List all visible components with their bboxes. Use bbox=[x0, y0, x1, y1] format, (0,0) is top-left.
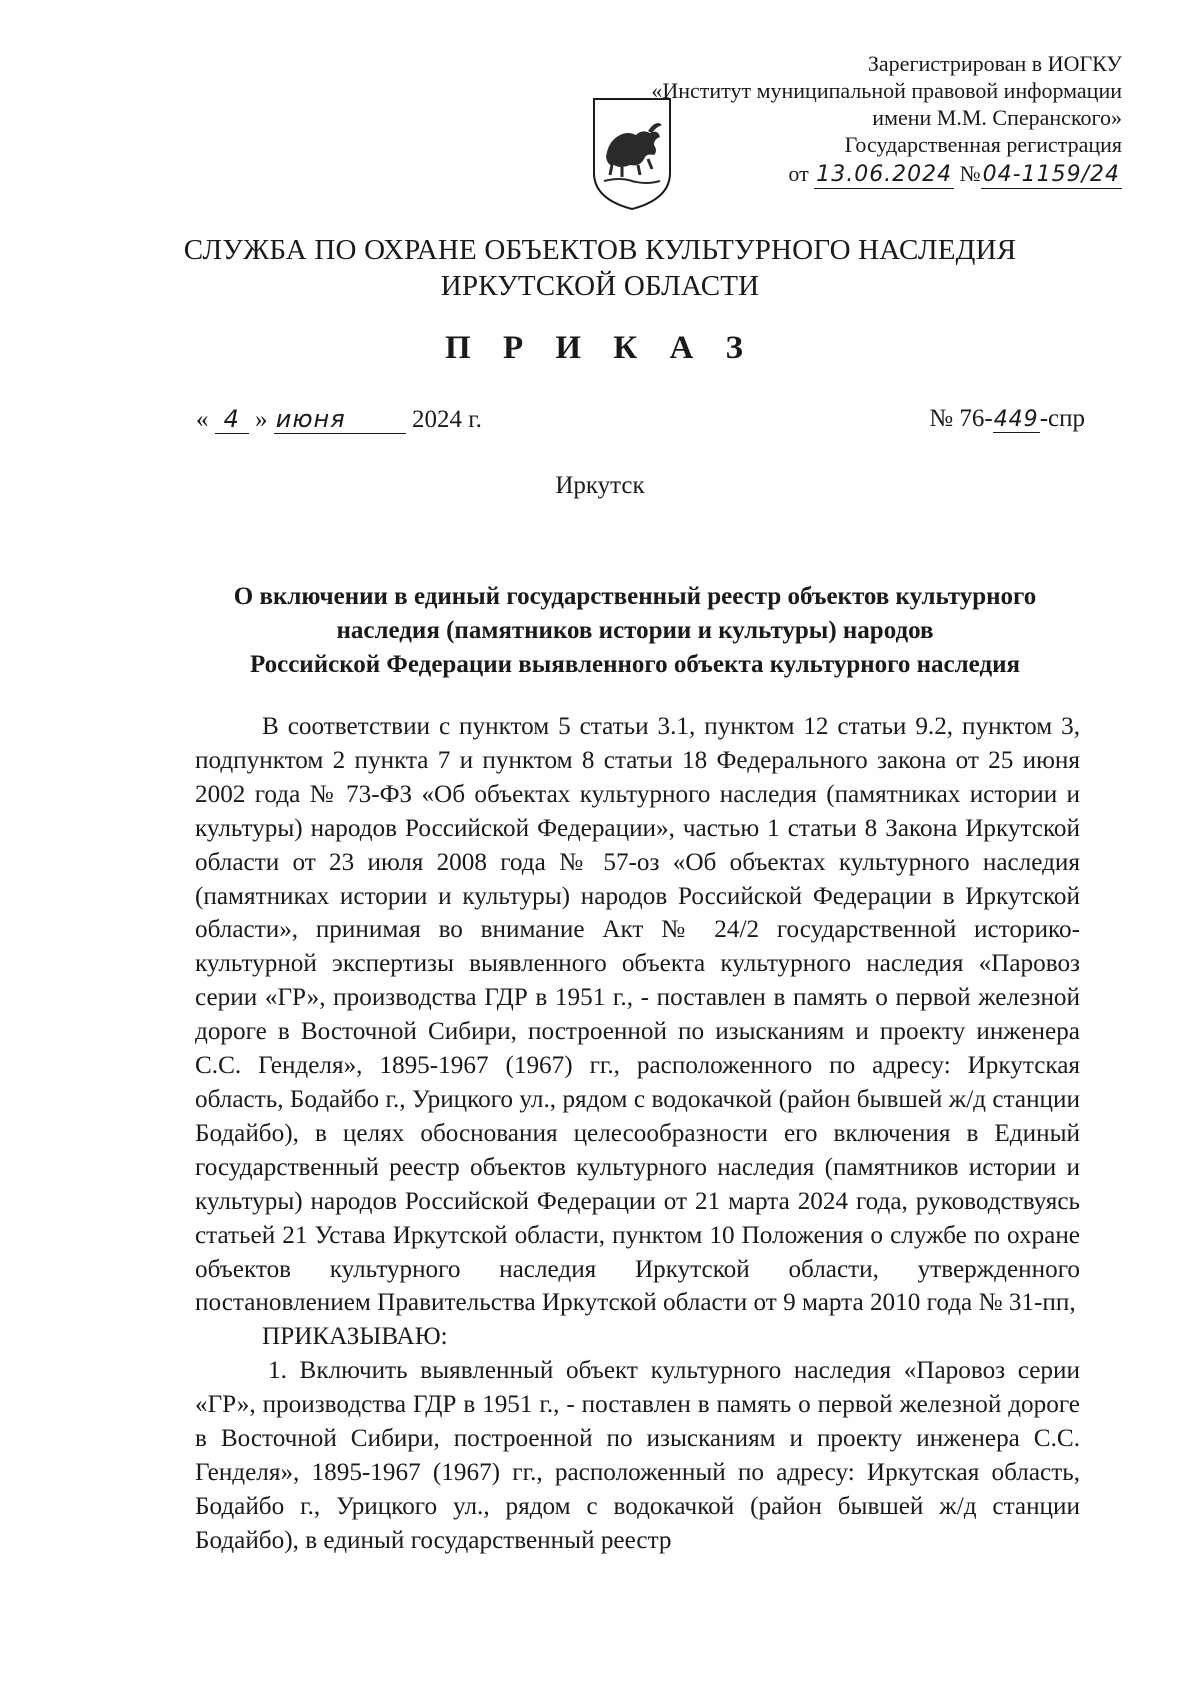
heading-line-1: О включении в единый государственный реестр объектов культурного bbox=[233, 583, 1037, 610]
registration-number-prefix: № bbox=[959, 161, 981, 186]
order-number-prefix: № 76- bbox=[929, 405, 993, 432]
order-day: 4 bbox=[215, 405, 249, 434]
registration-line-1: Зарегистрирован в ИОГКУ bbox=[867, 51, 1122, 76]
city: Иркутск bbox=[555, 472, 645, 499]
date-open-quote: « bbox=[196, 406, 209, 433]
order-date bbox=[196, 405, 482, 434]
registration-line-2: «Институт муниципальной правовой информации bbox=[651, 78, 1122, 103]
irkutsk-coat-of-arms-icon bbox=[590, 95, 674, 213]
order-number-handwritten: 449 bbox=[993, 407, 1039, 432]
heading-line-3: Российской Федерации выявленного объекта культурного наследия bbox=[249, 651, 1021, 678]
registration-line-4: Государственная регистрация bbox=[844, 132, 1122, 157]
order-number-suffix: -спр bbox=[1039, 405, 1085, 432]
organization-line-2: ИРКУТСКОЙ ОБЛАСТИ bbox=[440, 270, 760, 302]
registration-details bbox=[602, 160, 1122, 189]
registration-date: 13.06.2024 bbox=[816, 162, 953, 187]
date-close-quote: » bbox=[255, 406, 268, 433]
organization-name bbox=[0, 232, 1200, 304]
order-month: июня bbox=[274, 405, 406, 434]
order-word: ПРИКАЗЫВАЮ: bbox=[262, 1323, 448, 1351]
document-title: П Р И К А З bbox=[445, 330, 755, 366]
order-year: 2024 г. bbox=[412, 406, 482, 433]
preamble-paragraph: В соответствии с пунктом 5 статьи 3.1, пунктом 12 статьи 9.2, пунктом 3, подпунктом 2 пункта 7 и пунктом 8 статьи 18 Федерального закона от 25 июня 2002 года № 73-ФЗ «Об объектах культурного наследия (памятниках истории и культуры) народов Российской Федерации», частью 1 статьи 8 Закона Иркутской области от 23 июля 2008 года № 57-оз «Об объектах культурного наследия (памятниках истории и культуры) народов Российской Федерации в Иркутской области», принимая во внимание Акт № 24/2 государственной историко-культурной экспертизы выявленного объекта культурного наследия «Паровоз серии «ГР», производства ГДР в 1951 г., - поставлен в память о первой железной дороге в Восточной Сибири, построенной по изысканиям и проекту инженера С.С. Генделя», 1895-1967 (1967) гг., расположенного по адресу: Иркутская область, Бодайбо г., Урицкого ул., рядом с водокачкой (район бывшей ж/д станции Бодайбо), в целях обоснования целесообразности его включения в Единый государственный реестр объектов культурного наследия (памятников истории и культуры) народов Российской Федерации от 21 марта 2024 года, руководствуясь статьей 21 Устава Иркутской области, пунктом 10 Положения о службе по охране объектов культурного наследия Иркутской области, утвержденного постановлением Правительства Иркутской области от 9 марта 2010 года № 31-пп, bbox=[195, 713, 1080, 1317]
registration-line-3: имени М.М. Сперанского» bbox=[872, 105, 1122, 130]
document-body bbox=[195, 710, 1080, 1558]
heading-line-2: наследия (памятников истории и культуры) народов bbox=[336, 617, 934, 644]
order-number bbox=[929, 405, 1085, 433]
registration-number: 04-1159/24 bbox=[982, 162, 1120, 187]
registration-stamp bbox=[602, 50, 1122, 189]
document-heading bbox=[190, 580, 1080, 682]
registration-date-prefix: от bbox=[788, 161, 809, 186]
order-item-1: 1. Включить выявленный объект культурного наследия «Паровоз серии «ГР», производства ГДР в 1951 г., - поставлен в память о первой железной дороге в Восточной Сибири, построенной по изысканиям и проекту инженера С.С. Генделя», 1895-1967 (1967) гг., расположенный по адресу: Иркутская область, Бодайбо г., Урицкого ул., рядом с водокачкой (район бывшей ж/д станции Бодайбо), в единый государственный реестр bbox=[195, 1357, 1080, 1554]
organization-line-1: СЛУЖБА ПО ОХРАНЕ ОБЪЕКТОВ КУЛЬТУРНОГО НАСЛЕДИЯ bbox=[183, 234, 1017, 266]
